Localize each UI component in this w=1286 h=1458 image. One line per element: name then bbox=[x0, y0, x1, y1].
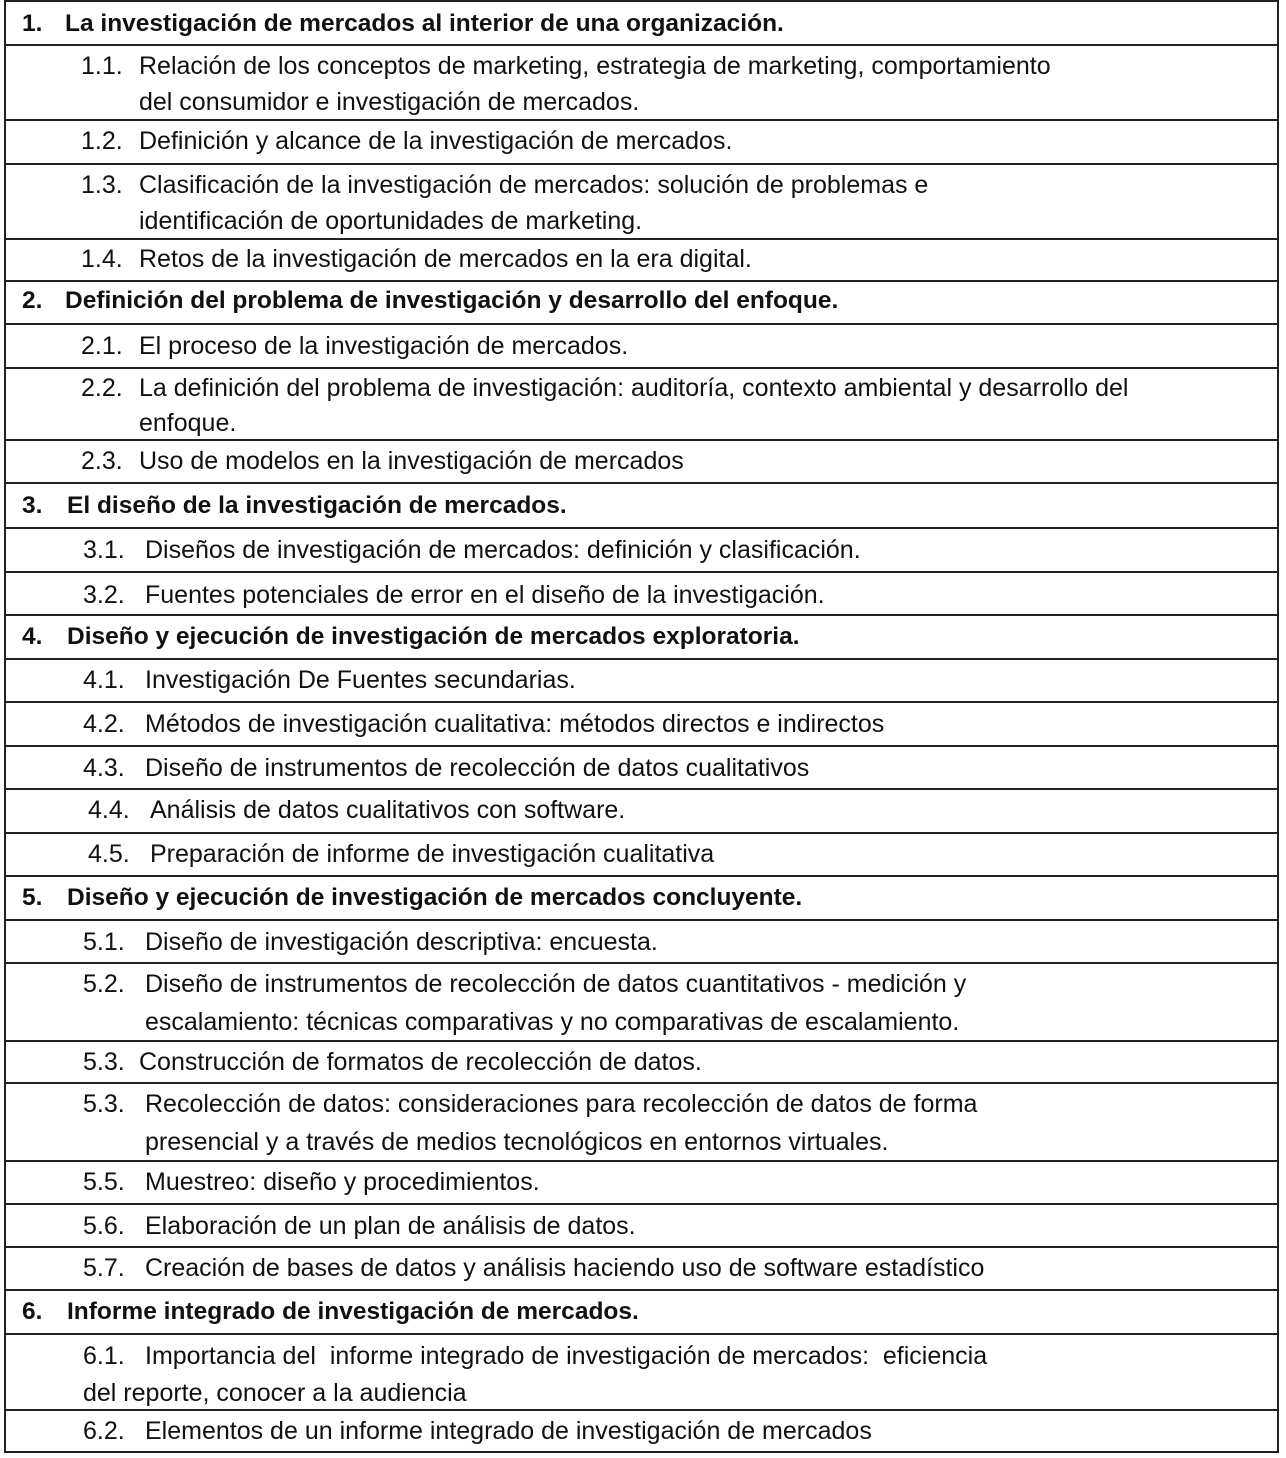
section-number: 1. bbox=[22, 10, 43, 37]
item-number: 1.3. bbox=[81, 171, 123, 199]
item-line: Importancia del informe integrado de investigación de mercados: eficiencia bbox=[145, 1342, 988, 1370]
item-line: Diseño de investigación descriptiva: encuesta. bbox=[145, 928, 658, 956]
section-row bbox=[6, 616, 1277, 660]
item-number: 5.3. bbox=[83, 1090, 125, 1118]
item-line: La definición del problema de investigación: auditoría, contexto ambiental y desarrollo del bbox=[139, 374, 1129, 402]
item-row bbox=[6, 1248, 1277, 1291]
item-row bbox=[6, 964, 1277, 1042]
item-number: 5.7. bbox=[83, 1254, 125, 1282]
item-row bbox=[6, 834, 1277, 877]
item-line: del reporte, conocer a la audiencia bbox=[83, 1379, 467, 1407]
item-number: 4.2. bbox=[83, 710, 125, 738]
item-row bbox=[6, 121, 1277, 165]
item-line: Diseños de investigación de mercados: definición y clasificación. bbox=[145, 536, 861, 564]
item-line: Análisis de datos cualitativos con software. bbox=[150, 796, 626, 824]
item-line: Diseño de instrumentos de recolección de datos cuantitativos - medición y bbox=[145, 970, 967, 998]
item-row bbox=[6, 790, 1277, 834]
section-number: 6. bbox=[22, 1298, 43, 1325]
item-line: del consumidor e investigación de mercados. bbox=[139, 88, 640, 116]
section-number: 3. bbox=[22, 492, 43, 519]
item-line: Clasificación de la investigación de mercados: solución de problemas e bbox=[139, 171, 929, 199]
item-row bbox=[6, 46, 1277, 121]
section-title: Diseño y ejecución de investigación de mercados concluyente. bbox=[67, 884, 803, 911]
item-number: 4.4. bbox=[88, 796, 130, 824]
item-row bbox=[6, 325, 1277, 369]
item-line: Métodos de investigación cualitativa: métodos directos e indirectos bbox=[145, 710, 885, 738]
item-number: 3.1. bbox=[83, 536, 125, 564]
item-line: identificación de oportunidades de marketing. bbox=[139, 207, 643, 235]
section-row bbox=[6, 877, 1277, 921]
section-row bbox=[6, 2, 1277, 46]
section-row bbox=[6, 1291, 1277, 1335]
section-number: 2. bbox=[22, 287, 43, 314]
item-line: Construcción de formatos de recolección de datos. bbox=[139, 1048, 702, 1076]
item-line: enfoque. bbox=[139, 409, 237, 437]
section-number: 5. bbox=[22, 884, 43, 911]
item-line: Creación de bases de datos y análisis haciendo uso de software estadístico bbox=[145, 1254, 985, 1282]
item-row bbox=[6, 529, 1277, 573]
item-row bbox=[6, 240, 1277, 282]
item-number: 1.1. bbox=[81, 52, 123, 80]
item-row bbox=[6, 1084, 1277, 1162]
item-line: Retos de la investigación de mercados en la era digital. bbox=[139, 245, 752, 273]
item-line: Elaboración de un plan de análisis de datos. bbox=[145, 1212, 636, 1240]
item-number: 5.1. bbox=[83, 928, 125, 956]
item-row bbox=[6, 1042, 1277, 1084]
item-line: Muestreo: diseño y procedimientos. bbox=[145, 1168, 540, 1196]
section-title: Diseño y ejecución de investigación de mercados exploratoria. bbox=[67, 623, 800, 650]
section-title: Informe integrado de investigación de mercados. bbox=[67, 1298, 639, 1325]
item-number: 5.5. bbox=[83, 1168, 125, 1196]
item-number: 2.1. bbox=[81, 332, 123, 360]
item-row bbox=[6, 703, 1277, 747]
item-line: escalamiento: técnicas comparativas y no comparativas de escalamiento. bbox=[145, 1008, 960, 1036]
item-row bbox=[6, 747, 1277, 790]
item-number: 4.3. bbox=[83, 754, 125, 782]
item-line: Investigación De Fuentes secundarias. bbox=[145, 666, 576, 694]
item-row bbox=[6, 165, 1277, 240]
section-row bbox=[6, 282, 1277, 325]
item-row bbox=[6, 1411, 1277, 1453]
item-number: 2.2. bbox=[81, 374, 123, 402]
item-number: 1.2. bbox=[81, 127, 123, 155]
item-line: Preparación de informe de investigación cualitativa bbox=[150, 840, 715, 868]
section-title: La investigación de mercados al interior de una organización. bbox=[65, 10, 784, 37]
item-row bbox=[6, 369, 1277, 441]
item-line: Elementos de un informe integrado de investigación de mercados bbox=[145, 1417, 872, 1445]
item-row bbox=[6, 1205, 1277, 1248]
item-row bbox=[6, 1162, 1277, 1205]
item-line: presencial y a través de medios tecnológicos en entornos virtuales. bbox=[145, 1128, 889, 1156]
item-number: 2.3. bbox=[81, 447, 123, 475]
section-title: Definición del problema de investigación y desarrollo del enfoque. bbox=[65, 287, 839, 314]
item-line: Recolección de datos: consideraciones para recolección de datos de forma bbox=[145, 1090, 978, 1118]
item-number: 3.2. bbox=[83, 581, 125, 609]
item-line: Fuentes potenciales de error en el diseño de la investigación. bbox=[145, 581, 825, 609]
item-row bbox=[6, 1335, 1277, 1411]
item-row bbox=[6, 441, 1277, 484]
section-row bbox=[6, 484, 1277, 529]
item-line: Definición y alcance de la investigación de mercados. bbox=[139, 127, 733, 155]
item-line: Uso de modelos en la investigación de mercados bbox=[139, 447, 684, 475]
item-number: 1.4. bbox=[81, 245, 123, 273]
outline-table bbox=[4, 0, 1279, 1453]
item-row bbox=[6, 921, 1277, 964]
item-number: 5.3. bbox=[83, 1048, 125, 1076]
item-line: Diseño de instrumentos de recolección de datos cualitativos bbox=[145, 754, 810, 782]
item-row bbox=[6, 660, 1277, 703]
section-title: El diseño de la investigación de mercados. bbox=[67, 492, 567, 519]
item-number: 5.2. bbox=[83, 970, 125, 998]
section-number: 4. bbox=[22, 623, 43, 650]
item-number: 6.1. bbox=[83, 1342, 125, 1370]
item-number: 5.6. bbox=[83, 1212, 125, 1240]
item-number: 4.5. bbox=[88, 840, 130, 868]
item-row bbox=[6, 573, 1277, 616]
item-number: 4.1. bbox=[83, 666, 125, 694]
item-line: Relación de los conceptos de marketing, estrategia de marketing, comportamiento bbox=[139, 52, 1051, 80]
item-line: El proceso de la investigación de mercados. bbox=[139, 332, 629, 360]
item-number: 6.2. bbox=[83, 1417, 125, 1445]
